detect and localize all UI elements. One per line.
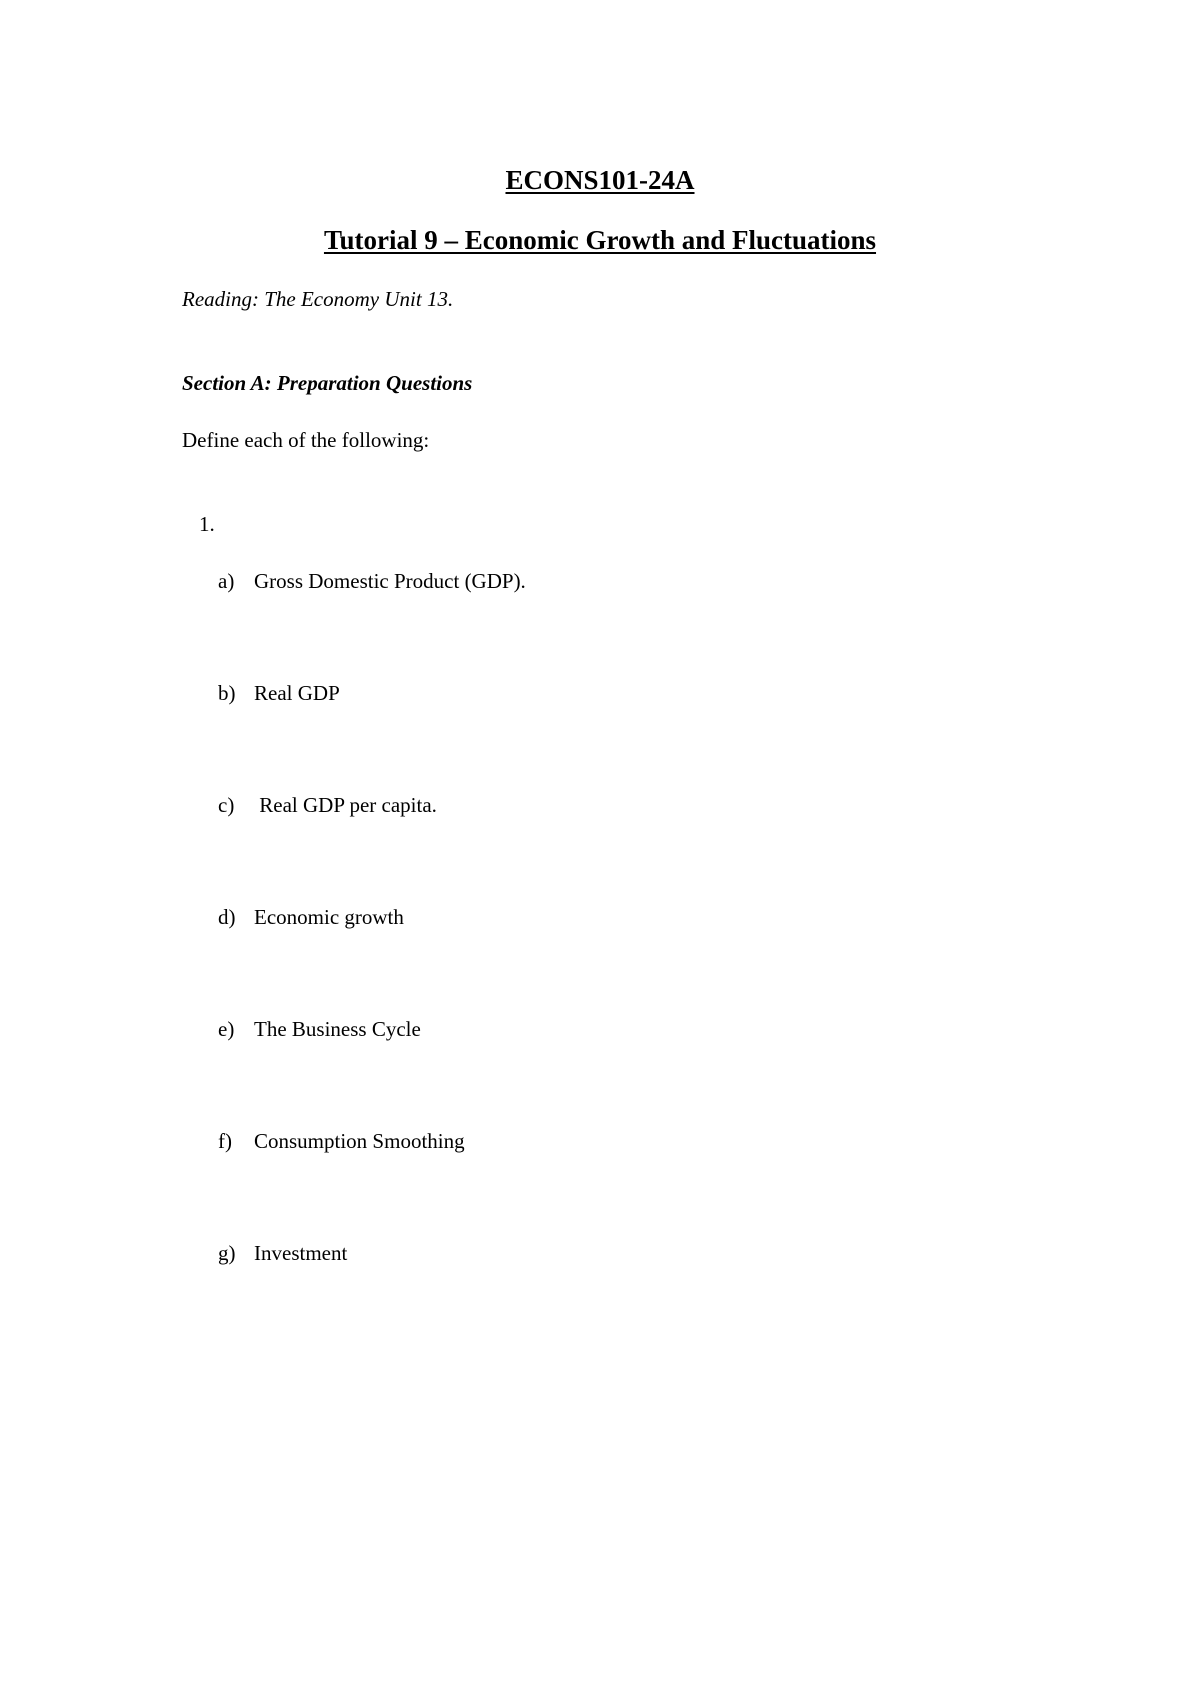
list-item bbox=[218, 568, 526, 594]
item-text: Economic growth bbox=[254, 905, 404, 929]
item-text: Investment bbox=[254, 1241, 348, 1265]
item-text: The Business Cycle bbox=[254, 1017, 421, 1041]
item-letter: f) bbox=[218, 1129, 232, 1153]
item-text: Real GDP bbox=[254, 681, 340, 705]
item-letter: c) bbox=[218, 793, 235, 817]
item-text: Real GDP per capita. bbox=[254, 793, 437, 817]
list-item bbox=[218, 680, 340, 706]
list-item bbox=[218, 1240, 347, 1266]
question-number: 1. bbox=[199, 512, 215, 536]
tutorial-title: Tutorial 9 – Economic Growth and Fluctuations bbox=[323, 225, 877, 255]
list-item bbox=[218, 1128, 465, 1154]
item-text: Gross Domestic Product (GDP). bbox=[254, 569, 526, 593]
item-letter: e) bbox=[218, 1017, 235, 1041]
course-code: ECONS101-24A bbox=[505, 165, 695, 195]
list-item bbox=[218, 792, 437, 818]
list-item bbox=[218, 1016, 421, 1042]
item-letter: d) bbox=[218, 905, 236, 929]
instruction-text: Define each of the following: bbox=[182, 428, 430, 452]
item-letter: a) bbox=[218, 569, 235, 593]
reading-reference: Reading: The Economy Unit 13. bbox=[182, 287, 454, 311]
item-text: Consumption Smoothing bbox=[254, 1129, 465, 1153]
section-heading: Section A: Preparation Questions bbox=[182, 371, 473, 395]
item-letter: b) bbox=[218, 681, 236, 705]
list-item bbox=[218, 904, 404, 930]
item-letter: g) bbox=[218, 1241, 236, 1265]
